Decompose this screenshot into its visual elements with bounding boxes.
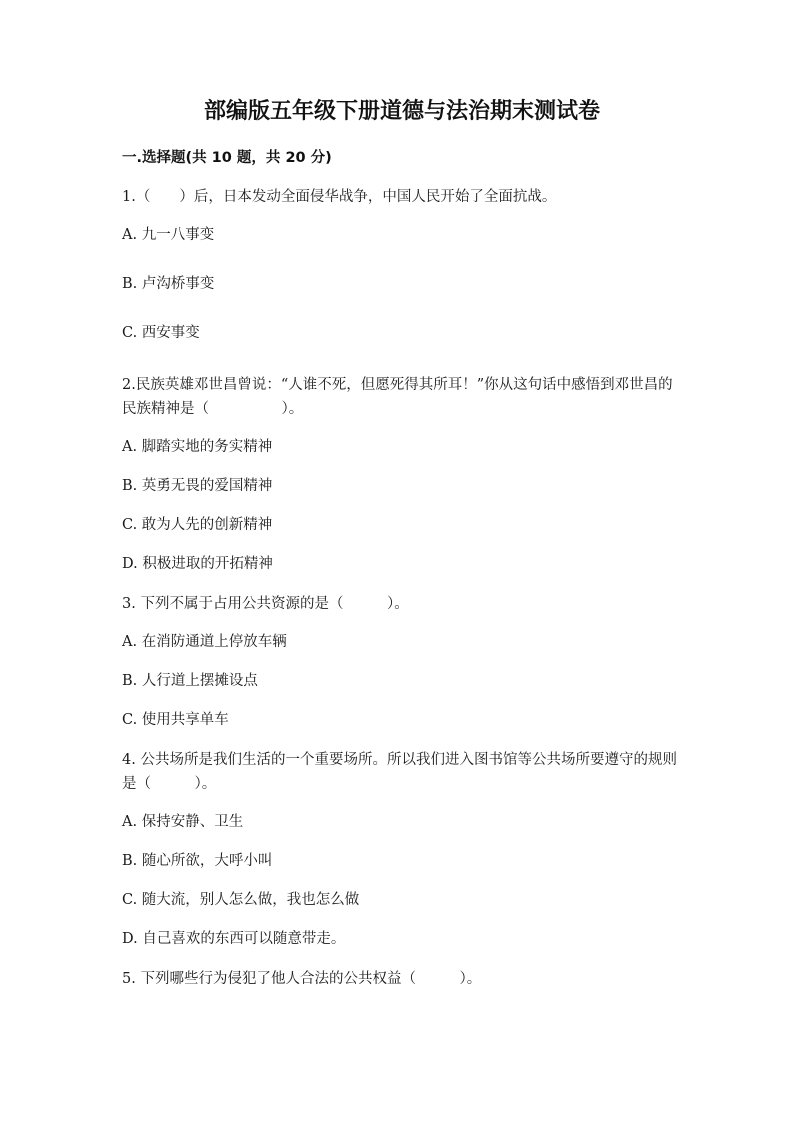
- answer-option: B. 人行道上摆摊设点: [122, 673, 258, 689]
- question-stem: 3. 下列不属于占用公共资源的是（ ）。: [122, 596, 409, 612]
- document-title: 部编版五年级下册道德与法治期末测试卷: [203, 99, 600, 124]
- question-3: [122, 592, 682, 732]
- answer-option: A. 脚踏实地的务实精神: [122, 439, 273, 455]
- question-5: [122, 967, 682, 991]
- answer-option: A. 在消防通道上停放车辆: [122, 634, 287, 650]
- question-stem: 5. 下列哪些行为侵犯了他人合法的公共权益（ ）。: [122, 971, 482, 987]
- answer-option: C. 西安事变: [122, 325, 200, 341]
- question-2: [122, 373, 682, 576]
- answer-option: C. 随大流，别人怎么做，我也怎么做: [122, 892, 360, 908]
- question-stem: 4. 公共场所是我们生活的一个重要场所。所以我们进入图书馆等公共场所要遵守的规则是（ ）。: [122, 752, 677, 792]
- answer-option: C. 使用共享单车: [122, 712, 229, 728]
- answer-option: A. 九一八事变: [122, 227, 215, 243]
- answer-option: A. 保持安静、卫生: [122, 814, 244, 830]
- section-heading: 一.选择题(共 10 题，共 20 分): [122, 150, 332, 166]
- answer-option: C. 敢为人先的创新精神: [122, 517, 273, 533]
- answer-option: B. 英勇无畏的爱国精神: [122, 478, 273, 494]
- question-stem: 1.（ ）后，日本发动全面侵华战争，中国人民开始了全面抗战。: [122, 189, 557, 205]
- question-4: [122, 748, 682, 951]
- question-1: [122, 185, 682, 345]
- question-stem: 2.民族英雄邓世昌曾说：“人谁不死，但愿死得其所耳！”你从这句话中感悟到邓世昌的民族精神是（ ）。: [122, 377, 673, 417]
- answer-option: D. 自己喜欢的东西可以随意带走。: [122, 931, 346, 947]
- question-list: [122, 185, 682, 991]
- answer-option: B. 随心所欲，大呼小叫: [122, 853, 273, 869]
- answer-option: B. 卢沟桥事变: [122, 276, 215, 292]
- answer-option: D. 积极进取的开拓精神: [122, 556, 273, 572]
